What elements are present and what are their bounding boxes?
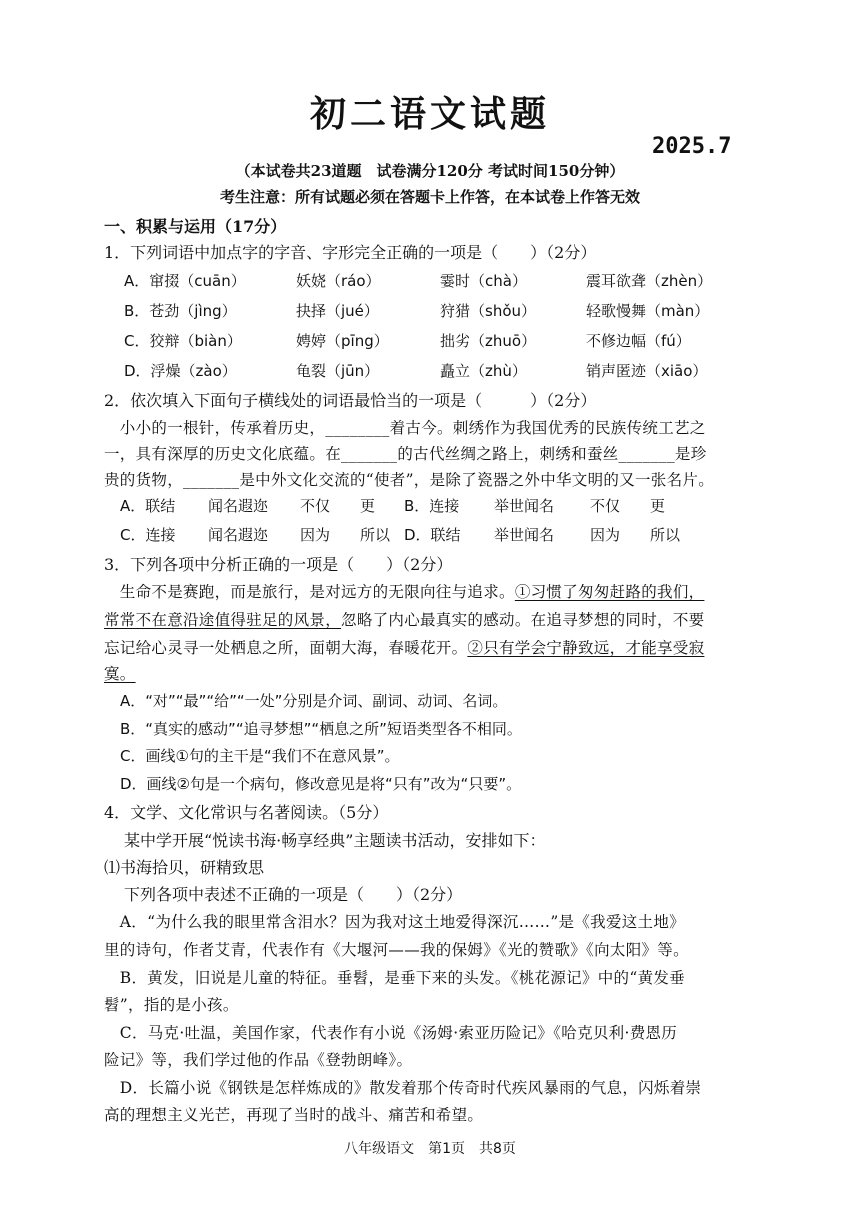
q4-line-6: 险记》等，我们学过他的作品《登勃朗峰》。 — [104, 1051, 413, 1069]
q2-passage-line-2: 一，具有深厚的历史文化底蕴。在_______的古代丝绸之路上，刺绣和蚕丝_______是珍 — [104, 445, 707, 463]
exam-notice: 考生注意：所有试题必须在答题卡上作答，在本试卷上作答无效 — [219, 188, 640, 206]
q2-a-2: 闻名遐迩 — [208, 497, 269, 515]
q4-sub-stem: 下列各项中表述不正确的一项是（ ）（2分） — [124, 885, 463, 904]
q1-b-3: 狩猎（shǒu） — [440, 302, 537, 320]
q1-c-3: 拙劣（zhuō） — [440, 332, 537, 350]
q2-b-1: B．连接 — [404, 497, 460, 515]
q1-c-2: 娉婷（pīng） — [296, 332, 389, 350]
q2-a-3: 不仅 — [300, 497, 331, 515]
q2-b-4: 更 — [650, 497, 666, 515]
q2-passage-line-1: 小小的一根针，传承着历史，________着古今。刺绣作为我国优秀的民族传统工艺之 — [104, 419, 706, 437]
q4-line-2: 里的诗句，作者艾青，代表作有《大堰河——我的保姆》《光的赞歌》《向太阳》等。 — [104, 941, 689, 959]
q4-line-8: 高的理想主义光芒，再现了当时的战斗、痛苦和希望。 — [104, 1106, 484, 1124]
q1-a-1: A．窜掇（cuān） — [124, 272, 246, 290]
q2-d-3: 因为 — [590, 526, 621, 544]
q1-a-4: 震耳欲聋（zhèn） — [586, 272, 713, 290]
q1-c-4: 不修边幅（fú） — [586, 332, 691, 350]
q1-a-3: 霎时（chà） — [440, 272, 527, 290]
q3-option-a: A．“对”“最”“给”“一处”分别是介词、副词、动词、名词。 — [120, 692, 508, 710]
exam-date: 2025.7 — [652, 134, 732, 159]
q1-b-2: 抉择（jué） — [296, 302, 379, 320]
q1-d-2: 龟裂（jūn） — [296, 362, 380, 380]
q2-d-1: D．联结 — [404, 526, 461, 544]
q3-text: 忽略了内心最真实的感动。在追寻梦想的同时，不要 — [341, 611, 705, 629]
q4-stem: 4．文学、文化常识与名著阅读。（5分） — [104, 803, 389, 822]
q4-sub-heading: ⑴书海拾贝，研精致思 — [104, 858, 265, 877]
q1-d-3: 矗立（zhù） — [440, 362, 527, 380]
page-footer: 八年级语文 第1页 共8页 — [344, 1141, 516, 1157]
q2-a-4: 更 — [360, 497, 376, 515]
q3-underline-1a: ①习惯了匆匆赶路的我们， — [514, 583, 705, 601]
q3-passage-line-2 — [104, 608, 704, 630]
q3-underline-2a: ②只有学会宁静致远，才能享受寂 — [467, 639, 705, 657]
q2-d-2: 举世闻名 — [494, 526, 555, 544]
q1-a-2: 妖娆（ráo） — [296, 272, 381, 290]
q3-passage-line-3 — [104, 636, 704, 658]
q2-c-1: C．连接 — [120, 526, 176, 544]
q3-text: 生命不是赛跑，而是旅行，是对远方的无限向往与追求。 — [104, 583, 515, 601]
q3-underline-1b: 常常不在意沿途值得驻足的风景， — [104, 611, 342, 629]
q2-c-2: 闻名遐迩 — [208, 526, 269, 544]
q3-underline-2b: 寞。 — [104, 665, 136, 683]
q1-d-4: 销声匿迹（xiāo） — [586, 362, 708, 380]
q2-b-2: 举世闻名 — [494, 497, 555, 515]
q4-line-5: C．马克·吐温，美国作家，代表作有小说《汤姆·索亚历险记》《哈克贝利·费恩历 — [104, 1024, 678, 1042]
q3-text: 忘记给心灵寻一处栖息之所，面朝大海，春暖花开。 — [104, 639, 468, 657]
q3-passage-line-4 — [104, 662, 136, 684]
q3-option-b: B．“真实的感动”“追寻梦想”“栖息之所”短语类型各不相同。 — [120, 720, 522, 738]
q2-a-1: A．联结 — [120, 497, 176, 515]
q2-d-4: 所以 — [650, 526, 681, 544]
q1-d-1: D．浮燥（zào） — [124, 362, 237, 380]
q1-b-1: B．苍劲（jìng） — [124, 302, 237, 320]
q2-c-3: 因为 — [300, 526, 331, 544]
q1-b-4: 轻歌慢舞（màn） — [586, 302, 710, 320]
q3-option-c: C．画线①句的主干是“我们不在意风景”。 — [120, 747, 400, 765]
q4-line-4: 髫”，指的是小孩。 — [104, 996, 239, 1014]
exam-info: （本试卷共23道题 试卷满分120分 考试时间150分钟） — [235, 162, 625, 180]
q3-stem: 3．下列各项中分析正确的一项是（ ）（2分） — [104, 555, 453, 574]
q4-line-3: B．黄发，旧说是儿童的特征。垂髫，是垂下来的头发。《桃花源记》中的“黄发垂 — [104, 969, 685, 987]
q4-intro: 某中学开展“悦读书海·畅享经典”主题读书活动，安排如下： — [124, 831, 546, 850]
q1-stem: 1．下列词语中加点字的字音、字形完全正确的一项是（ ）（2分） — [104, 243, 597, 262]
exam-title: 初二语文试题 — [309, 93, 550, 135]
q3-option-d: D．画线②句是一个病句，修改意见是将“只有”改为“只要”。 — [120, 775, 522, 793]
q1-c-1: C．狡辩（biàn） — [124, 332, 242, 350]
section-heading: 一、积累与运用（17分） — [104, 217, 287, 236]
q4-line-7: D．长篇小说《钢铁是怎样炼成的》散发着那个传奇时代疾风暴雨的气息，闪烁着崇 — [104, 1079, 702, 1097]
q2-b-3: 不仅 — [590, 497, 621, 515]
q2-stem: 2．依次填入下面句子横线处的词语最恰当的一项是（ ）（2分） — [104, 391, 597, 410]
q2-c-4: 所以 — [360, 526, 391, 544]
q2-passage-line-3: 贵的货物，_______是中外文化交流的“使者”，是除了瓷器之外中华文明的又一张名片。 — [104, 471, 715, 489]
q4-line-1: A．“为什么我的眼里常含泪水？因为我对这土地爱得深沉……”是《我爱这土地》 — [104, 913, 685, 931]
q3-passage-line-1 — [104, 580, 704, 602]
